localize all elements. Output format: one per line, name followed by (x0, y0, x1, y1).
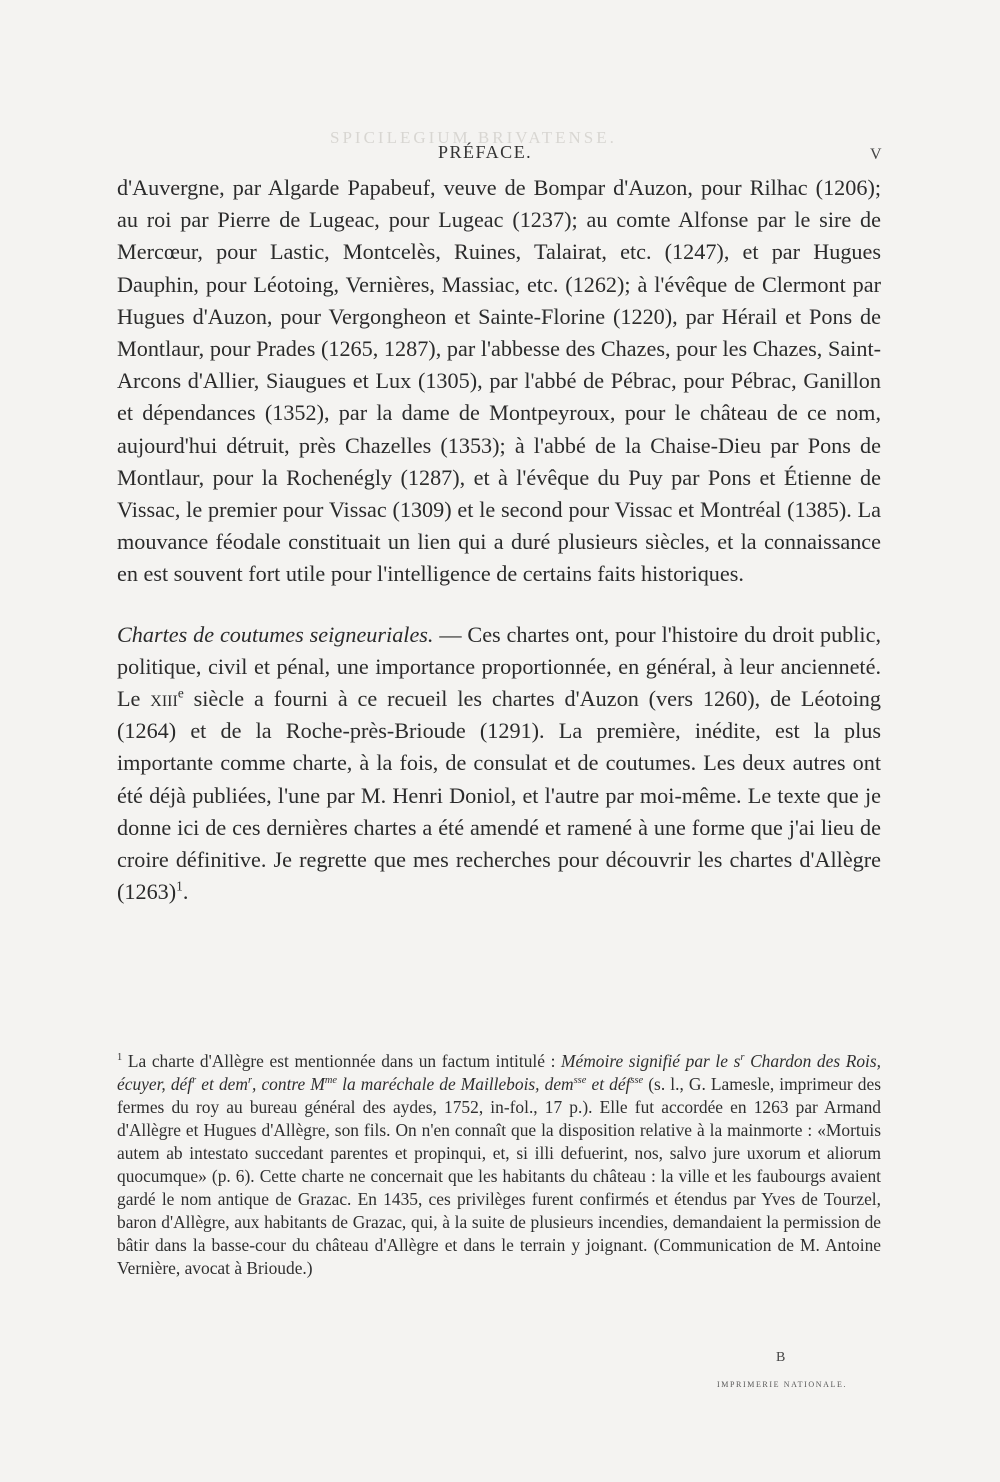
factum-title-part: et déf (586, 1074, 631, 1094)
paragraph-text: siècle a fourni à ce recueil les chartes d'Auzon (vers 1260), de Léotoing (1264) et de la Roche-près-Brioude (1291). La première, inédite, est la plus importante comme charte, à la fois, de consulat et de coutumes. Les deux autres ont été déjà publiées, l'une par M. Henri Doniol, et l'autre par moi-même. Le texte que je donne ici de ces dernières chartes a été amendé et ramené à une forme que j'ai lieu de croire définitive. Je regrette que mes recherches pour découvrir les chartes d'Allègre (1263) (117, 686, 881, 905)
abbr-superscript: r (740, 1052, 745, 1064)
factum-title-part: Mémoire signifié par le s (561, 1051, 741, 1071)
footnote-reference: 1 (176, 878, 183, 894)
section-heading-italic: Chartes de coutumes seigneuriales. (117, 621, 434, 647)
paragraph-feudal-acts: d'Auvergne, par Algarde Papabeuf, veuve de Bompar d'Auzon, pour Rilhac (1206); au roi par Pierre de Lugeac, pour Lugeac (1237); au comte Alfonse par le sire de Mercœur, pour Lastic, Montcelès, Ruines, Talairat, etc. (1247), et par Hugues Dauphin, pour Léotoing, Vernières, Massiac, etc. (1262); à l'évêque de Clermont par Hugues d'Auzon, pour Vergongheon et Sainte-Florine (1220), par Hérail et Pons de Montlaur, pour Prades (1265, 1287), par l'abbesse des Chazes, pour les Chazes, Saint-Arcons d'Allier, Siaugues et Lux (1305), par l'abbé de Pébrac, pour Pébrac, Ganillon et dépendances (1352), par la dame de Montpeyroux, pour le château de ce nom, aujourd'hui détruit, près Chazelles (1353); à l'abbé de la Chaise-Dieu par Pons de Montlaur, pour la Rochenégly (1287), et à l'évêque du Puy par Pons et Étienne de Vissac, le premier pour Vissac (1309) et le second pour Vissac et Montréal (1385). La mouvance féodale constituait un lien qui a duré plusieurs siècles, et la connaissance en est souvent fort utile pour l'intelligence de certains faits historiques. (117, 175, 881, 587)
abbr-superscript: r (192, 1075, 197, 1087)
running-title: PRÉFACE. (438, 142, 533, 162)
signature-mark: B (776, 1350, 786, 1365)
footnote-text: (s. l., G. Lamesle, imprimeur des fermes du roy au bureau général des aydes, 1752, in-fol., 17 p.). Elle fut accordée en 1263 par Armand d'Allègre et Hugues d'Allègre, son fils. On n'en connaît que la disposition relative à la mainmorte : «Mortuis autem ab intestato succedant parentes et propinqui, et, si illi defuerint, nos, salvo jure uxorum et aliorum quocumque» (p. 6). Cette charte ne concernait que les habitants du château : la ville et les faubourgs avaient gardé le nom antique de Grazac. En 1435, ces privilèges furent confirmés et étendus par Yves de Tourzel, baron d'Allègre, aux habitants de Grazac, qui, à la suite de plusieurs incendies, demandaient la permission de bâtir dans la basse-cour du château d'Allègre et dans le terrain y joignant. (Communication de M. Antoine Vernière, avocat à Brioude.) (117, 1074, 881, 1278)
paragraph-end: . (182, 879, 189, 905)
abbr-superscript: r (247, 1075, 252, 1087)
century-superscript: e (177, 685, 184, 701)
factum-title-part: et dem (196, 1074, 248, 1094)
paragraph-gap (117, 591, 881, 619)
factum-title-part: Chardon des Rois, écuyer, déf (117, 1051, 881, 1094)
footnote-1 (117, 1050, 881, 1280)
paragraph-charters (117, 619, 881, 909)
paragraph-text: — Ces chartes ont, pour l'histoire du droit public, politique, civil et pénal, une importance proportionnée, en général, à leur ancienneté. Le (117, 621, 881, 712)
abbr-superscript: sse (573, 1075, 587, 1087)
factum-title-part: la maréchale de Maillebois, dem (337, 1074, 574, 1094)
footnotes (117, 1050, 881, 1280)
footnote-text: La charte d'Allègre est mentionnée dans un factum intitulé : (122, 1051, 562, 1071)
abbr-superscript: me (324, 1075, 338, 1087)
bleed-through-text: SPICILEGIUM BRIVATENSE. (330, 128, 617, 147)
main-text (117, 172, 881, 908)
abbr-superscript: sse (630, 1075, 644, 1087)
printer-imprint: IMPRIMERIE NATIONALE. (717, 1380, 848, 1389)
page-header (0, 138, 1000, 168)
footnote-marker: 1 (117, 1052, 123, 1064)
page-number: V (870, 146, 882, 163)
century-numeral: xiii (150, 686, 178, 712)
factum-title-part: , contre M (252, 1074, 325, 1094)
